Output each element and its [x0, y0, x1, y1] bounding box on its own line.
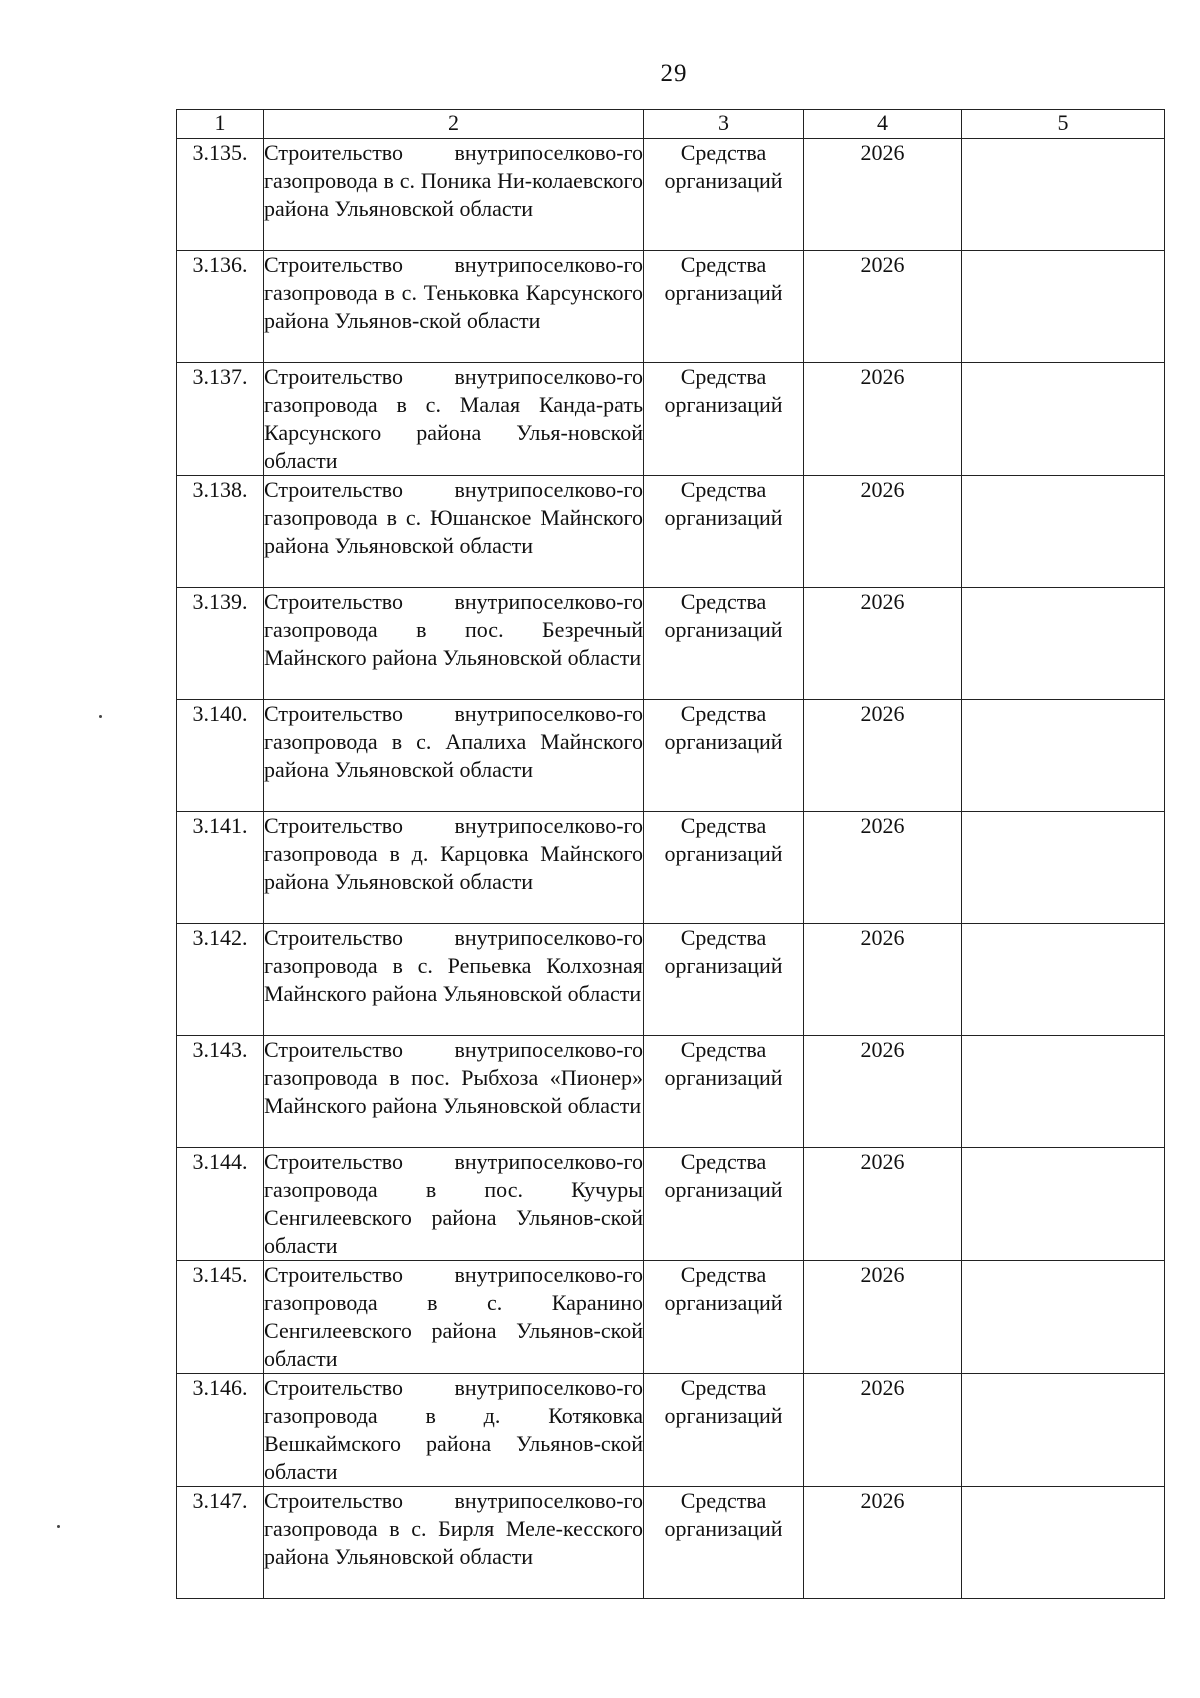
- note-cell: [962, 812, 1165, 924]
- note-cell: [962, 1261, 1165, 1374]
- row-number: 3.147.: [177, 1487, 264, 1599]
- funding-source: Средства организаций: [644, 1487, 804, 1599]
- project-name: Строительство внутрипоселково-го газопровода в с. Бирля Меле-кесского района Ульяновской области: [264, 1487, 644, 1599]
- project-name: Строительство внутрипоселково-го газопровода в с. Поника Ни-колаевского района Ульяновской области: [264, 139, 644, 251]
- project-name: Строительство внутрипоселково-го газопровода в д. Карцовка Майнского района Ульяновской области: [264, 812, 644, 924]
- completion-year: 2026: [804, 476, 962, 588]
- funding-source: Средства организаций: [644, 1036, 804, 1148]
- note-cell: [962, 139, 1165, 251]
- completion-year: 2026: [804, 700, 962, 812]
- row-number: 3.135.: [177, 139, 264, 251]
- row-number: 3.138.: [177, 476, 264, 588]
- completion-year: 2026: [804, 1487, 962, 1599]
- funding-source: Средства организаций: [644, 1148, 804, 1261]
- table-row: [177, 588, 1165, 700]
- completion-year: 2026: [804, 588, 962, 700]
- funding-source: Средства организаций: [644, 924, 804, 1036]
- page-number: 29: [660, 60, 688, 87]
- row-number: 3.145.: [177, 1261, 264, 1374]
- table-row: [177, 476, 1165, 588]
- table-row: [177, 363, 1165, 476]
- table-row: [177, 1374, 1165, 1487]
- table-row: [177, 251, 1165, 363]
- project-name: Строительство внутрипоселково-го газопровода в пос. Рыбхоза «Пионер» Майнского района Ульяновской области: [264, 1036, 644, 1148]
- note-cell: [962, 476, 1165, 588]
- row-number: 3.139.: [177, 588, 264, 700]
- column-header: 2: [264, 110, 644, 139]
- funding-source: Средства организаций: [644, 812, 804, 924]
- row-number: 3.142.: [177, 924, 264, 1036]
- row-number: 3.137.: [177, 363, 264, 476]
- column-header: 3: [644, 110, 804, 139]
- table-row: [177, 1036, 1165, 1148]
- project-name: Строительство внутрипоселково-го газопровода в с. Каранино Сенгилеевского района Ульянов-ской области: [264, 1261, 644, 1374]
- funding-source: Средства организаций: [644, 1261, 804, 1374]
- row-number: 3.146.: [177, 1374, 264, 1487]
- row-number: 3.141.: [177, 812, 264, 924]
- note-cell: [962, 1036, 1165, 1148]
- row-number: 3.140.: [177, 700, 264, 812]
- column-header: 5: [962, 110, 1165, 139]
- completion-year: 2026: [804, 1148, 962, 1261]
- completion-year: 2026: [804, 924, 962, 1036]
- note-cell: [962, 924, 1165, 1036]
- project-name: Строительство внутрипоселково-го газопровода в с. Апалиха Майнского района Ульяновской области: [264, 700, 644, 812]
- funding-source: Средства организаций: [644, 700, 804, 812]
- project-name: Строительство внутрипоселково-го газопровода в д. Котяковка Вешкаймского района Ульянов-ской области: [264, 1374, 644, 1487]
- project-name: Строительство внутрипоселково-го газопровода в пос. Кучуры Сенгилеевского района Ульянов-ской области: [264, 1148, 644, 1261]
- table-row: [177, 1148, 1165, 1261]
- funding-source: Средства организаций: [644, 139, 804, 251]
- project-name: Строительство внутрипоселково-го газопровода в с. Малая Канда-рать Карсунского района Улья-новской области: [264, 363, 644, 476]
- row-number: 3.143.: [177, 1036, 264, 1148]
- completion-year: 2026: [804, 1374, 962, 1487]
- table-row: [177, 812, 1165, 924]
- funding-source: Средства организаций: [644, 1374, 804, 1487]
- funding-source: Средства организаций: [644, 476, 804, 588]
- note-cell: [962, 1487, 1165, 1599]
- completion-year: 2026: [804, 139, 962, 251]
- table-row: [177, 139, 1165, 251]
- completion-year: 2026: [804, 251, 962, 363]
- completion-year: 2026: [804, 363, 962, 476]
- completion-year: 2026: [804, 1261, 962, 1374]
- projects-table: [176, 109, 1165, 1599]
- note-cell: [962, 700, 1165, 812]
- note-cell: [962, 251, 1165, 363]
- table-row: [177, 1261, 1165, 1374]
- project-name: Строительство внутрипоселково-го газопровода в с. Теньковка Карсунского района Ульянов-ской области: [264, 251, 644, 363]
- note-cell: [962, 363, 1165, 476]
- note-cell: [962, 588, 1165, 700]
- note-cell: [962, 1148, 1165, 1261]
- table-row: [177, 924, 1165, 1036]
- row-number: 3.136.: [177, 251, 264, 363]
- project-name: Строительство внутрипоселково-го газопровода в пос. Безречный Майнского района Ульяновской области: [264, 588, 644, 700]
- table-header-row: [177, 110, 1165, 139]
- table-row: [177, 700, 1165, 812]
- funding-source: Средства организаций: [644, 251, 804, 363]
- note-cell: [962, 1374, 1165, 1487]
- column-header: 4: [804, 110, 962, 139]
- project-name: Строительство внутрипоселково-го газопровода в с. Юшанское Майнского района Ульяновской области: [264, 476, 644, 588]
- scan-speck: [99, 715, 102, 718]
- completion-year: 2026: [804, 1036, 962, 1148]
- row-number: 3.144.: [177, 1148, 264, 1261]
- column-header: 1: [177, 110, 264, 139]
- funding-source: Средства организаций: [644, 363, 804, 476]
- scan-speck: [57, 1525, 60, 1528]
- project-name: Строительство внутрипоселково-го газопровода в с. Репьевка Колхозная Майнского района Ульяновской области: [264, 924, 644, 1036]
- table-row: [177, 1487, 1165, 1599]
- table-body: [177, 139, 1165, 1599]
- completion-year: 2026: [804, 812, 962, 924]
- funding-source: Средства организаций: [644, 588, 804, 700]
